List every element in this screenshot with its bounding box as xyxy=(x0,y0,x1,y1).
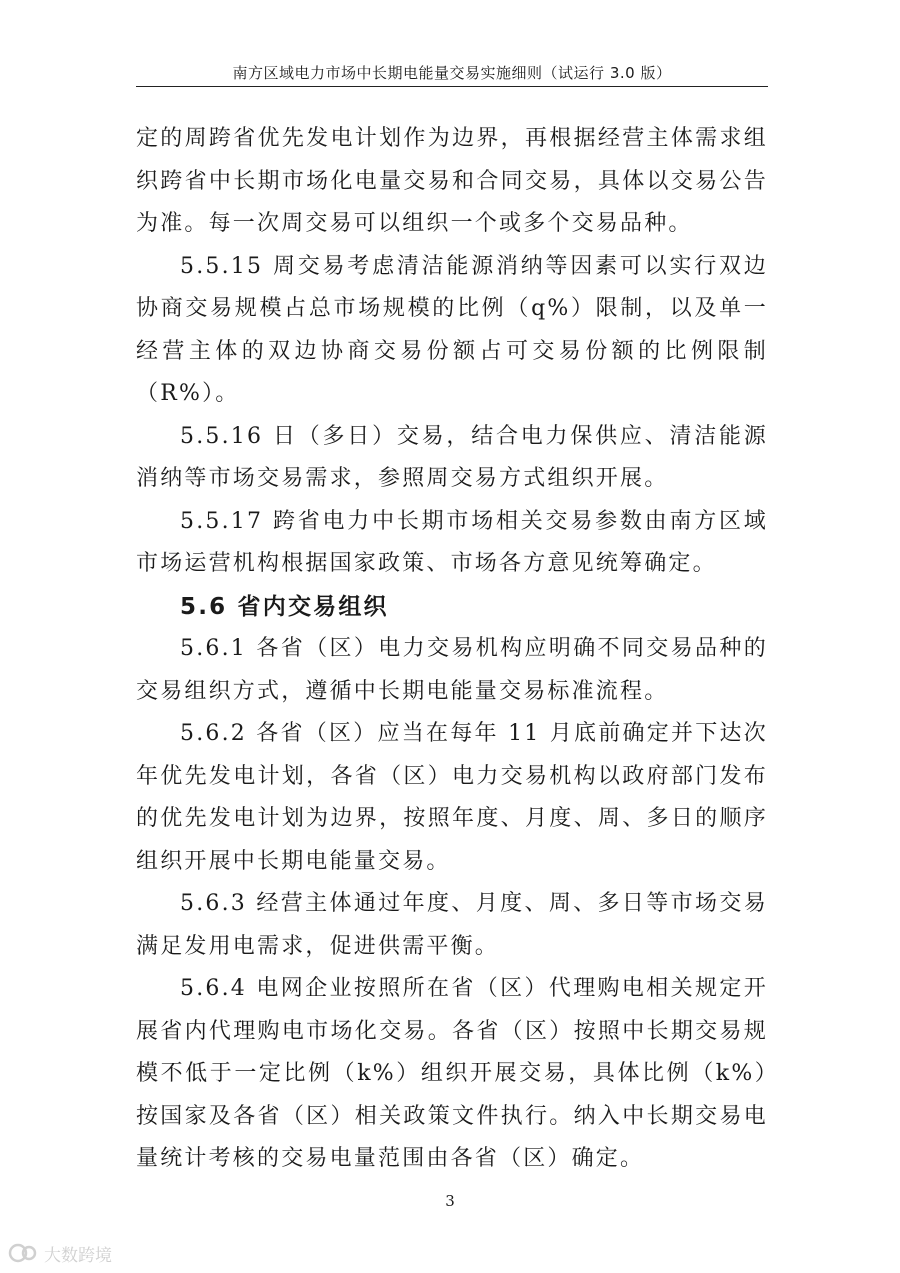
paragraph-continuation: 定的周跨省优先发电计划作为边界，再根据经营主体需求组织跨省中长期市场化电量交易和合同交易，具体以交易公告为准。每一次周交易可以组织一个或多个交易品种。 xyxy=(136,126,768,236)
watermark xyxy=(8,1240,112,1266)
clause-5-6-2: 5.6.2 各省（区）应当在每年 11 月底前确定并下达次年优先发电计划，各省（区）电力交易机构以政府部门发布的优先发电计划为边界，按照年度、月度、周、多日的顺序组织开展中长期电能量交易。 xyxy=(136,721,768,874)
watermark-logo-icon xyxy=(8,1242,38,1264)
clause-5-6-4: 5.6.4 电网企业按照所在省（区）代理购电相关规定开展省内代理购电市场化交易。各省（区）按照中长期交易规模不低于一定比例（k%）组织开展交易，具体比例（k%）按国家及各省（区）相关政策文件执行。纳入中长期交易电量统计考核的交易电量范围由各省（区）确定。 xyxy=(136,976,768,1171)
clause-5-5-15: 5.5.15 周交易考虑清洁能源消纳等因素可以实行双边协商交易规模占总市场规模的比例（q%）限制，以及单一经营主体的双边协商交易份额占可交易份额的比例限制（R%）。 xyxy=(136,253,768,406)
running-header: 南方区域电力市场中长期电能量交易实施细则（试运行 3.0 版） xyxy=(232,64,672,82)
clause-5-6-1: 5.6.1 各省（区）电力交易机构应明确不同交易品种的交易组织方式，遵循中长期电能量交易标准流程。 xyxy=(136,636,768,704)
page-number: 3 xyxy=(445,1192,455,1210)
clause-5-5-16: 5.5.16 日（多日）交易，结合电力保供应、清洁能源消纳等市场交易需求，参照周交易方式组织开展。 xyxy=(136,423,768,491)
clause-5-5-17: 5.5.17 跨省电力中长期市场相关交易参数由南方区域市场运营机构根据国家政策、市场各方意见统筹确定。 xyxy=(136,508,768,576)
header-rule xyxy=(136,86,768,87)
section-heading: 5.6 省内交易组织 xyxy=(180,593,389,620)
clause-5-6-3: 5.6.3 经营主体通过年度、月度、周、多日等市场交易满足发用电需求，促进供需平衡。 xyxy=(136,891,768,959)
document-body xyxy=(136,118,768,1181)
watermark-text: 大数跨境 xyxy=(44,1245,112,1266)
